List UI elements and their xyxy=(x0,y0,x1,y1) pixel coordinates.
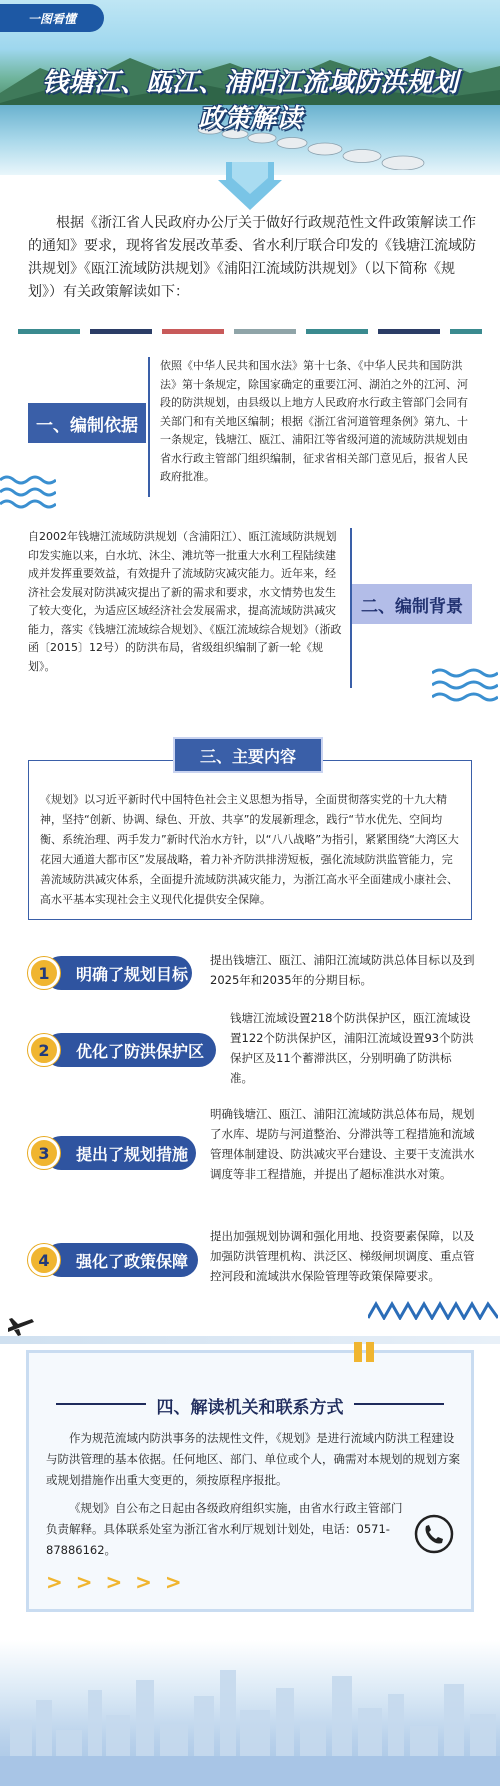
page-title: 钱塘江、瓯江、浦阳江流域防洪规划 xyxy=(41,68,458,98)
header-badge: 一图看懂 xyxy=(0,4,104,32)
arrow-down-icon xyxy=(218,160,282,210)
item2-label: 优化了防洪保护区 xyxy=(44,1033,216,1067)
section1-text: 依照《中华人民共和国水法》第十七条、《中华人民共和国防洪法》第十条规定，除国家确定的重要江河、湖泊之外的江河、河段的防洪规划，由县级以上地方人民政府水行政主管部门会同有关部门和有关地区编制；根据《浙江省河道管理条例》第九、十一条规定，钱塘江、瓯江、浦阳江等省级河道的流域防洪规划由省水行政主管部门组织编制，征求省相关部门意见后，报省人民政府批准。 xyxy=(160,359,468,483)
section4-para1: 作为规范流域内防洪事务的法规性文件，《规划》是进行流域内防洪工程建设与防洪管理的基本依据。任何地区、部门、单位或个人，确需对本规划的规划方案或规划措施作出重大变更的，须按原程序报批。 xyxy=(46,1431,460,1487)
chevron-decoration: > > > > > xyxy=(46,1570,185,1594)
divider-segment xyxy=(450,329,482,334)
section3-text: 《规划》以习近平新时代中国特色社会主义思想为指导，全面贯彻落实党的十九大精神，坚持“创新、协调、绿色、开放、共享”的发展新理念，践行“节水优先、空间均衡、系统治理、两手发力”新时代治水方针，以“八八战略”为指引，紧紧围绕“大湾区大花园大通道大都市区”发展战略，着力补齐防洪排涝短板，强化流域防洪监管能力，完善流域防洪减灾体系，全面提升流域防洪减灾能力，为浙江高水平全面建成小康社会、高水平基本实现社会主义现代化提供安全保障。 xyxy=(40,793,459,906)
item1-text: 提出钱塘江、瓯江、浦阳江流域防洪总体目标以及到2025年和2035年的分期目标。 xyxy=(210,953,475,987)
section4-para2: 《规划》自公布之日起由各级政府组织实施，由省水行政主管部门负责解释。具体联系处室为浙江省水利厅规划计划处，电话：0571-87886162。 xyxy=(46,1501,403,1557)
item3-number: 3 xyxy=(28,1137,60,1169)
skyline-illustration xyxy=(0,1660,500,1786)
zigzag-decoration xyxy=(368,1300,498,1320)
section3-label: 三、主要内容 xyxy=(173,737,323,773)
section1-label: 一、编制依据 xyxy=(28,403,146,443)
item4-number: 4 xyxy=(28,1244,60,1276)
item1-label: 明确了规划目标 xyxy=(44,956,192,990)
item4-label: 强化了政策保障 xyxy=(44,1243,198,1277)
wave-icon xyxy=(432,667,498,703)
item4-text: 提出加强规划协调和强化用地、投资要素保障，以及加强防洪管理机构、洪泛区、梯级闸坝调度、重点管控河段和流域洪水保险管理等政策保障要求。 xyxy=(210,1229,475,1283)
divider-segment xyxy=(234,329,296,334)
divider-segment xyxy=(162,329,224,334)
city-skyline xyxy=(0,1640,500,1786)
section4-label: 四、解读机关和联系方式 xyxy=(156,1398,344,1418)
divider-segment xyxy=(90,329,152,334)
item3-text: 明确钱塘江、瓯江、浦阳江流域防洪总体布局，规划了水库、堤防与河道整治、分滞洪等工程措施和流域管理体制建设、防洪减灾平台建设、主要干支流洪水调度等非工程措施，并提出了超标准洪水对策。 xyxy=(210,1107,475,1181)
intro-paragraph: 根据《浙江省人民政府办公厅关于做好行政规范性文件政策解读工作的通知》要求，现将省发展改革委、省水利厅联合印发的《钱塘江流域防洪规划》《瓯江流域防洪规划》《浦阳江流域防洪规划》（以下简称《规划》）有关政策解读如下： xyxy=(28,215,476,300)
page-subtitle: 政策解读 xyxy=(197,104,302,134)
pause-icon xyxy=(352,1342,376,1362)
item1-number: 1 xyxy=(28,957,60,989)
divider-segment xyxy=(306,329,368,334)
item2-number: 2 xyxy=(28,1034,60,1066)
section2-text: 自2002年钱塘江流域防洪规划（含浦阳江）、瓯江流域防洪规划印发实施以来，白水坑、沐尘、滩坑等一批重大水利工程陆续建成并发挥重要效益，有效提升了流域防灾减灾能力。近年来，经济社会发展对防洪减灾提出了新的需求和要求，水文情势也发生了较大变化，为适应区域经济社会发展需求，提高流域防洪减灾能力，落实《钱塘江流域综合规划》、《瓯江流域综合规划》（浙政函〔2015〕12号）的防洪布局，省级组织编制了新一轮《规划》。 xyxy=(28,530,342,673)
section2-label: 二、编制背景 xyxy=(352,584,472,624)
item3-label: 提出了规划措施 xyxy=(44,1136,196,1170)
section1-divider xyxy=(148,357,150,497)
wave-icon xyxy=(0,474,56,510)
section4-top-band xyxy=(0,1336,500,1344)
phone-icon xyxy=(414,1514,454,1554)
divider-segment xyxy=(18,329,80,334)
item2-text: 钱塘江流域设置218个防洪保护区，瓯江流域设置122个防洪保护区，浦阳江流域设置93个防洪保护区及11个蓄滞洪区，分别明确了防洪标准。 xyxy=(230,1011,474,1085)
divider-segment xyxy=(378,329,440,334)
